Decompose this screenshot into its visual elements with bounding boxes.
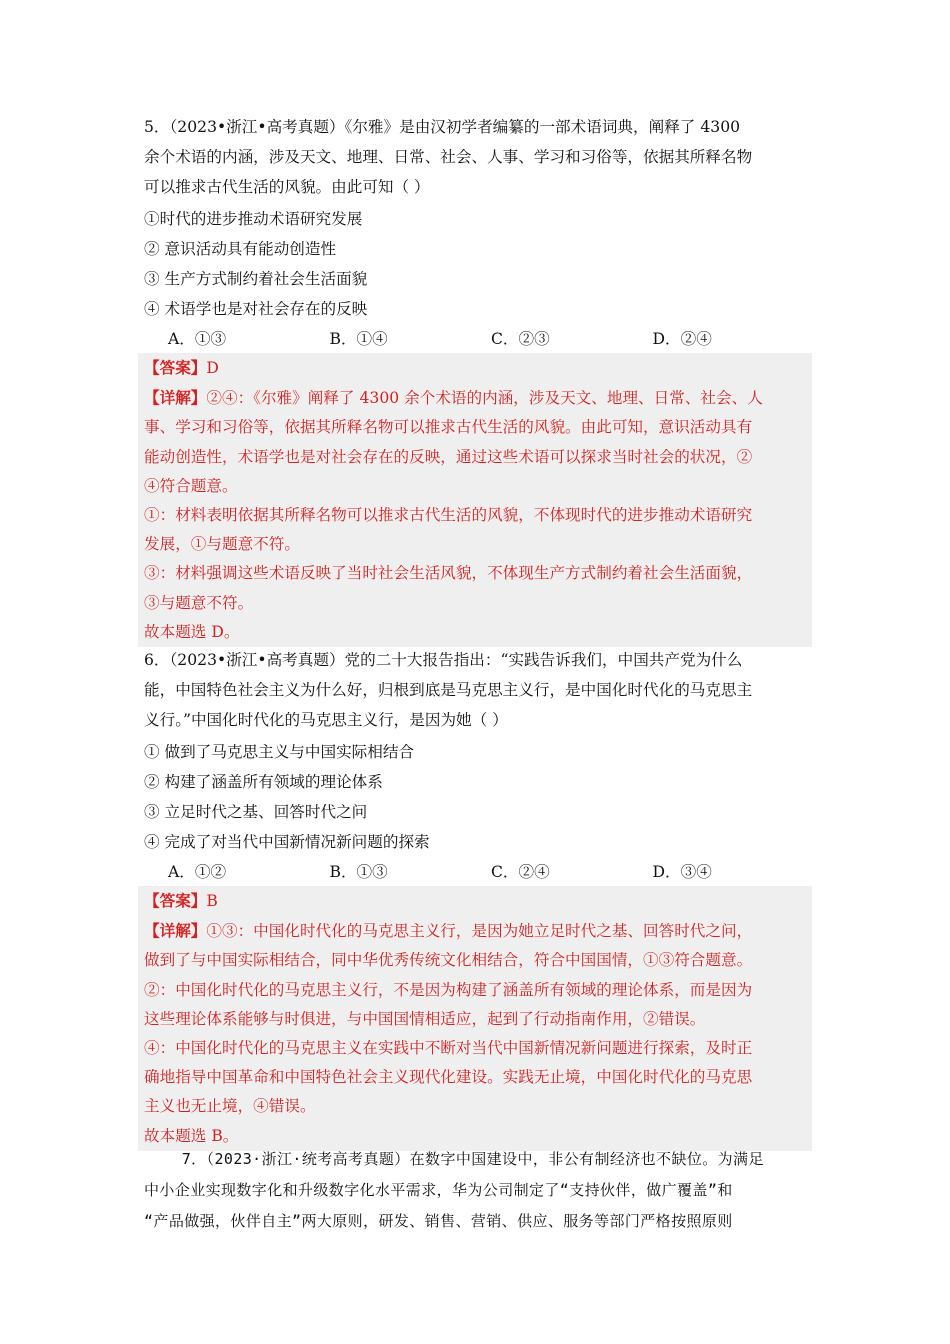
statement-item: ② 意识活动具有能动创造性: [144, 240, 337, 258]
statement-item: ③ 生产方式制约着社会生活面貌: [144, 270, 368, 288]
detail-line: 主义也无止境，④错误。: [144, 1097, 316, 1116]
answer-block-6: [138, 886, 812, 1151]
detail-line: 事、学习和习俗等，依据其所释名物可以推求古代生活的风貌。由此可知，意识活动具有: [144, 418, 753, 437]
option-c: C．②③: [491, 330, 550, 348]
question-stem-line: 能，中国特色社会主义为什么好，归根到底是马克思主义行，是中国化时代化的马克思主: [144, 681, 753, 699]
statement-item: ④ 完成了对当代中国新情况新问题的探索: [144, 833, 430, 851]
detail-line: 能动创造性，术语学也是对社会存在的反映，通过这些术语可以探求当时社会的状况，②: [144, 447, 753, 466]
option-b: B．①④: [329, 330, 388, 348]
detail-label: 【详解】: [144, 388, 207, 408]
detail-line: ③与题意不符。: [144, 593, 254, 612]
detail-line: ②：中国化时代化的马克思主义行，不是因为构建了涵盖所有领域的理论体系，而是因为: [144, 980, 753, 999]
question-stem-line: 6．（2023•浙江•高考真题）党的二十大报告指出：“实践告诉我们，中国共产党为什么: [144, 651, 743, 669]
detail-line: ①：材料表明依据其所释名物可以推求古代生活的风貌，不体现时代的进步推动术语研究: [144, 506, 753, 525]
detail-line: 这些理论体系能够与时俱进，与中国国情相适应，起到了行动指南作用，②错误。: [144, 1009, 706, 1028]
option-a: A．①③: [168, 330, 227, 348]
detail-line: ③：材料强调这些术语反映了当时社会生活风貌，不体现生产方式制约着社会生活面貌，: [144, 564, 753, 583]
detail-label: 【详解】: [144, 921, 207, 941]
question-5: [144, 112, 814, 354]
statement-item: ② 构建了涵盖所有领域的理论体系: [144, 773, 383, 791]
statement-item: ① 做到了马克思主义与中国实际相结合: [144, 743, 415, 761]
answer-line: [144, 353, 812, 383]
option-b: B．①③: [329, 863, 388, 881]
answer-label: 【答案】: [144, 358, 207, 377]
answer-value: D: [206, 359, 219, 377]
question-stem-line: “产品做强，伙伴自主”两大原则，研发、销售、营销、供应、服务等部门严格按照原则: [144, 1212, 733, 1230]
detail-line: 故本题选 B。: [144, 1126, 239, 1145]
option-a: A．①②: [168, 863, 227, 881]
detail-line: 发展，①与题意不符。: [144, 535, 300, 554]
detail-line: ④符合题意。: [144, 476, 238, 495]
answer-options: [144, 857, 814, 887]
question-stem-line: 义行。”中国化时代化的马克思主义行，是因为她（ ）: [144, 711, 508, 729]
statement-item: ①时代的进步推动术语研究发展: [144, 210, 363, 228]
question-6: [144, 645, 814, 887]
detail-line: ④：中国化时代化的马克思主义在实践中不断对当代中国新情况新问题进行探索，及时正: [144, 1039, 753, 1058]
question-stem-line: 7．（2023·浙江·统考高考真题）在数字中国建设中，非公有制经济也不缺位。为满足: [144, 1150, 764, 1168]
option-d: D．②④: [652, 330, 712, 348]
question-stem-line: 余个术语的内涵，涉及天文、地理、日常、社会、人事、学习和习俗等，依据其所释名物: [144, 148, 753, 166]
answer-block-5: [138, 353, 812, 647]
option-d: D．③④: [652, 863, 712, 881]
statement-item: ④ 术语学也是对社会存在的反映: [144, 300, 368, 318]
detail-line: 故本题选 D。: [144, 622, 240, 641]
detail-line: 做到了与中国实际相结合，同中华优秀传统文化相结合，符合中国国情，①③符合题意。: [144, 951, 753, 970]
answer-line: [144, 886, 812, 916]
answer-label: 【答案】: [144, 891, 207, 910]
question-stem-line: 可以推求古代生活的风貌。由此可知（ ）: [144, 178, 430, 196]
detail-line: 【详解】②④：《尔雅》阐释了 4300 余个术语的内涵，涉及天文、地理、日常、社会、人: [144, 388, 763, 408]
detail-line: 【详解】①③：中国化时代化的马克思主义行，是因为她立足时代之基、回答时代之问，: [144, 921, 753, 941]
answer-value: B: [206, 892, 218, 910]
question-stem-line: 5．（2023•浙江•高考真题）《尔雅》是由汉初学者编纂的一部术语词典，阐释了 4300: [144, 118, 741, 136]
option-c: C．②④: [491, 863, 550, 881]
detail-line: 确地指导中国革命和中国特色社会主义现代化建设。实践无止境，中国化时代化的马克思: [144, 1068, 753, 1087]
question-stem-line: 中小企业实现数字化和升级数字化水平需求，华为公司制定了“支持伙伴，做广覆盖”和: [144, 1181, 733, 1199]
answer-options: [144, 324, 814, 354]
statement-item: ③ 立足时代之基、回答时代之问: [144, 803, 368, 821]
question-7: [144, 1144, 814, 1237]
